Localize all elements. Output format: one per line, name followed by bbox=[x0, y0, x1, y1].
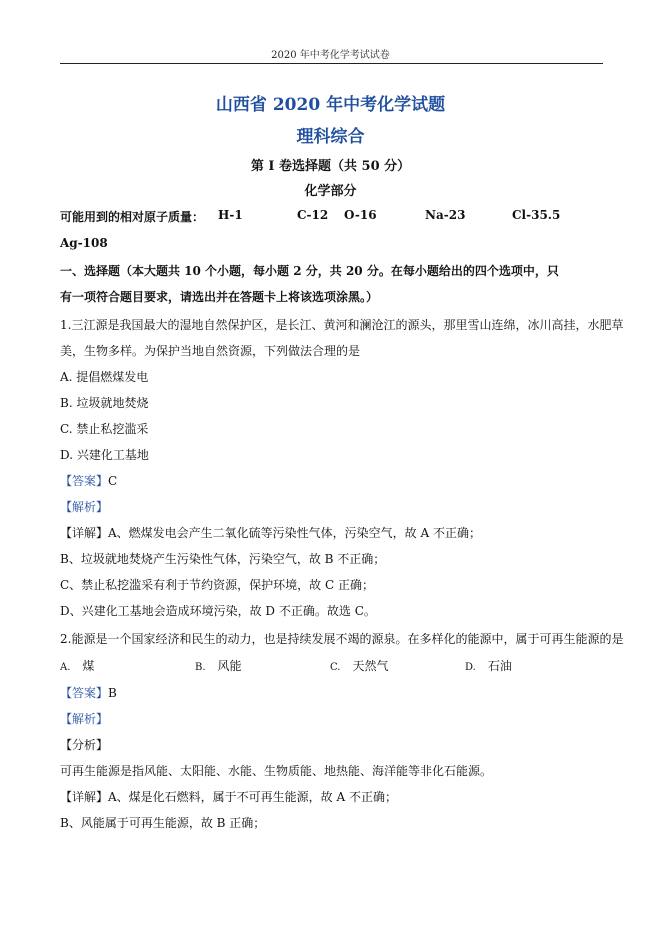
instructions-line: 有一项符合题目要求，请选出并在答题卡上将该选项涂黑。） bbox=[60, 290, 379, 304]
atomic-mass-continued: Ag-108 bbox=[60, 236, 108, 250]
question-2-stem: 2.能源是一个国家经济和民生的动力，也是持续发展不竭的源泉。在多样化的能源中，属于可再生能源的是 bbox=[60, 632, 624, 646]
explanation-line: D、兴建化工基地会造成环境污染，故 D 不正确。故选 C。 bbox=[60, 604, 376, 618]
detail-tag: 【详解】 bbox=[60, 790, 109, 804]
answer-tag: 【答案】 bbox=[60, 474, 109, 488]
header-rule bbox=[60, 63, 603, 64]
document-title: 山西省 2020 年中考化学试题 bbox=[215, 95, 446, 115]
question-2-options bbox=[60, 657, 603, 675]
answer-value: B bbox=[108, 686, 117, 700]
fenxi-text: 可再生能源是指风能、太阳能、水能、生物质能、地热能、海洋能等非化石能源。 bbox=[60, 764, 493, 778]
analysis-tag: 【解析】 bbox=[60, 500, 109, 514]
question-1-detail bbox=[60, 524, 481, 541]
atomic-mass-item: C-12 bbox=[297, 208, 329, 222]
section-title: 第 I 卷选择题（共 50 分） bbox=[250, 159, 411, 174]
question-2-option-b: B. 风能 bbox=[195, 659, 242, 673]
question-1-stem: 美，生物多样。为保护当地自然资源，下列做法合理的是 bbox=[60, 344, 361, 358]
explanation-line: B、垃圾就地焚烧产生污染性气体，污染空气，故 B 不正确； bbox=[60, 552, 386, 566]
question-2-answer bbox=[60, 684, 117, 701]
question-1-stem: 1.三江源是我国最大的湿地自然保护区，是长江、黄河和澜沧江的源头，那里雪山连绵，冰川高挂，水肥草 bbox=[60, 318, 624, 332]
fenxi-tag: 【分析】 bbox=[60, 738, 109, 752]
question-1-option-b: B. 垃圾就地焚烧 bbox=[60, 396, 149, 410]
question-1-option-d: D. 兴建化工基地 bbox=[60, 448, 149, 462]
explanation-line: B、风能属于可再生能源，故 B 正确； bbox=[60, 816, 266, 830]
explanation-line: A、煤是化石燃料，属于不可再生能源，故 A 不正确； bbox=[108, 790, 397, 804]
answer-value: C bbox=[108, 474, 118, 488]
atomic-mass-item: Cl-35.5 bbox=[512, 208, 561, 222]
atomic-mass-item: O-16 bbox=[344, 208, 377, 222]
analysis-tag: 【解析】 bbox=[60, 712, 109, 726]
running-header: 2020 年中考化学考试试卷 bbox=[271, 50, 390, 61]
part-title: 化学部分 bbox=[304, 184, 357, 199]
document-subtitle: 理科综合 bbox=[296, 127, 365, 147]
question-1-answer bbox=[60, 472, 117, 489]
atomic-mass-label: 可能用到的相对原子质量： bbox=[60, 210, 205, 224]
answer-tag: 【答案】 bbox=[60, 686, 109, 700]
question-1-option-c: C. 禁止私挖滥采 bbox=[60, 422, 149, 436]
explanation-line: C、禁止私挖滥采有利于节约资源，保护环境，故 C 正确； bbox=[60, 578, 374, 592]
atomic-mass-item: Na-23 bbox=[425, 208, 466, 222]
question-2-detail bbox=[60, 788, 397, 805]
question-2-option-a: A. 煤 bbox=[60, 659, 95, 673]
instructions-line: 一、选择题（本大题共 10 个小题，每小题 2 分，共 20 分。在每小题给出的四个选项中，只 bbox=[60, 264, 559, 278]
question-2-option-d: D. 石油 bbox=[465, 659, 512, 673]
detail-tag: 【详解】 bbox=[60, 526, 109, 540]
atomic-mass-item: H-1 bbox=[218, 208, 243, 222]
atomic-mass-row bbox=[60, 208, 603, 226]
question-1-option-a: A. 提倡燃煤发电 bbox=[60, 370, 149, 384]
explanation-line: A、燃煤发电会产生二氧化硫等污染性气体，污染空气，故 A 不正确； bbox=[108, 526, 481, 540]
question-2-option-c: C. 天然气 bbox=[330, 659, 389, 673]
